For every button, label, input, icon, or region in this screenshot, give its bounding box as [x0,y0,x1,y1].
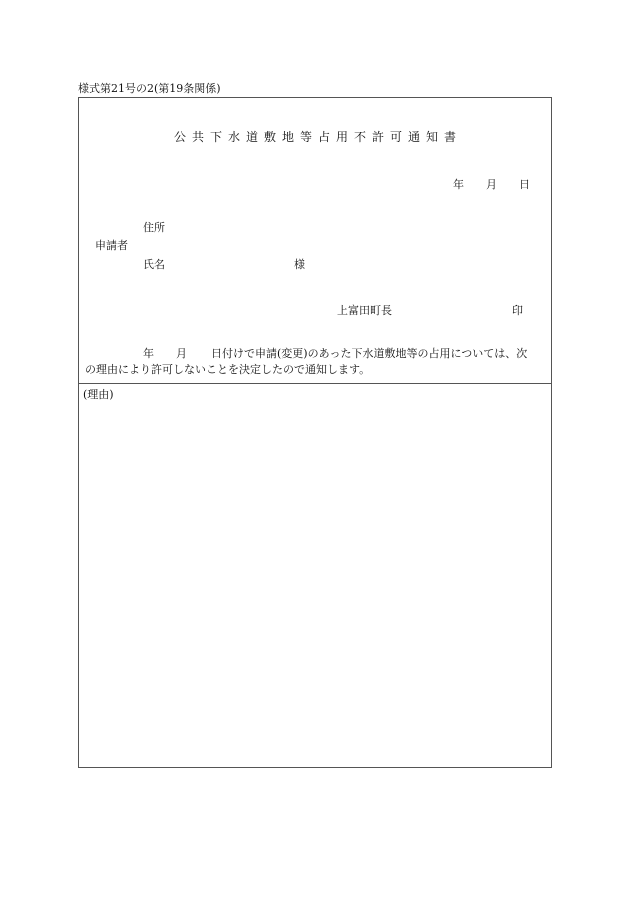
date-day-label: 日 [519,178,530,191]
document-frame [78,97,552,768]
date-month-label: 月 [486,178,497,191]
notice-body-line-1 [85,346,547,362]
honorific-label: 様 [294,258,305,271]
reason-label: (理由) [83,388,114,401]
form-number-label: 様式第21号の2(第19条関係) [78,82,221,95]
body-line-1-text: 日付けで申請(変更)のあった下水道敷地等の占用については、次 [211,347,528,360]
address-label: 住所 [143,221,165,234]
applicant-label: 申請者 [95,239,128,252]
date-year-label: 年 [453,178,464,191]
issuer-name: 上富田町長 [337,304,392,317]
body-month-label: 月 [176,347,187,360]
name-label: 氏名 [143,258,165,271]
document-title: 公共下水道敷地等占用不許可通知書 [173,130,462,144]
notice-body-line-2: の理由により許可しないことを決定したので通知します。 [85,363,371,376]
issue-date [453,176,530,192]
notice-body [85,346,547,378]
seal-mark: 印 [512,304,523,317]
body-year-label: 年 [143,347,154,360]
section-divider [78,383,552,384]
